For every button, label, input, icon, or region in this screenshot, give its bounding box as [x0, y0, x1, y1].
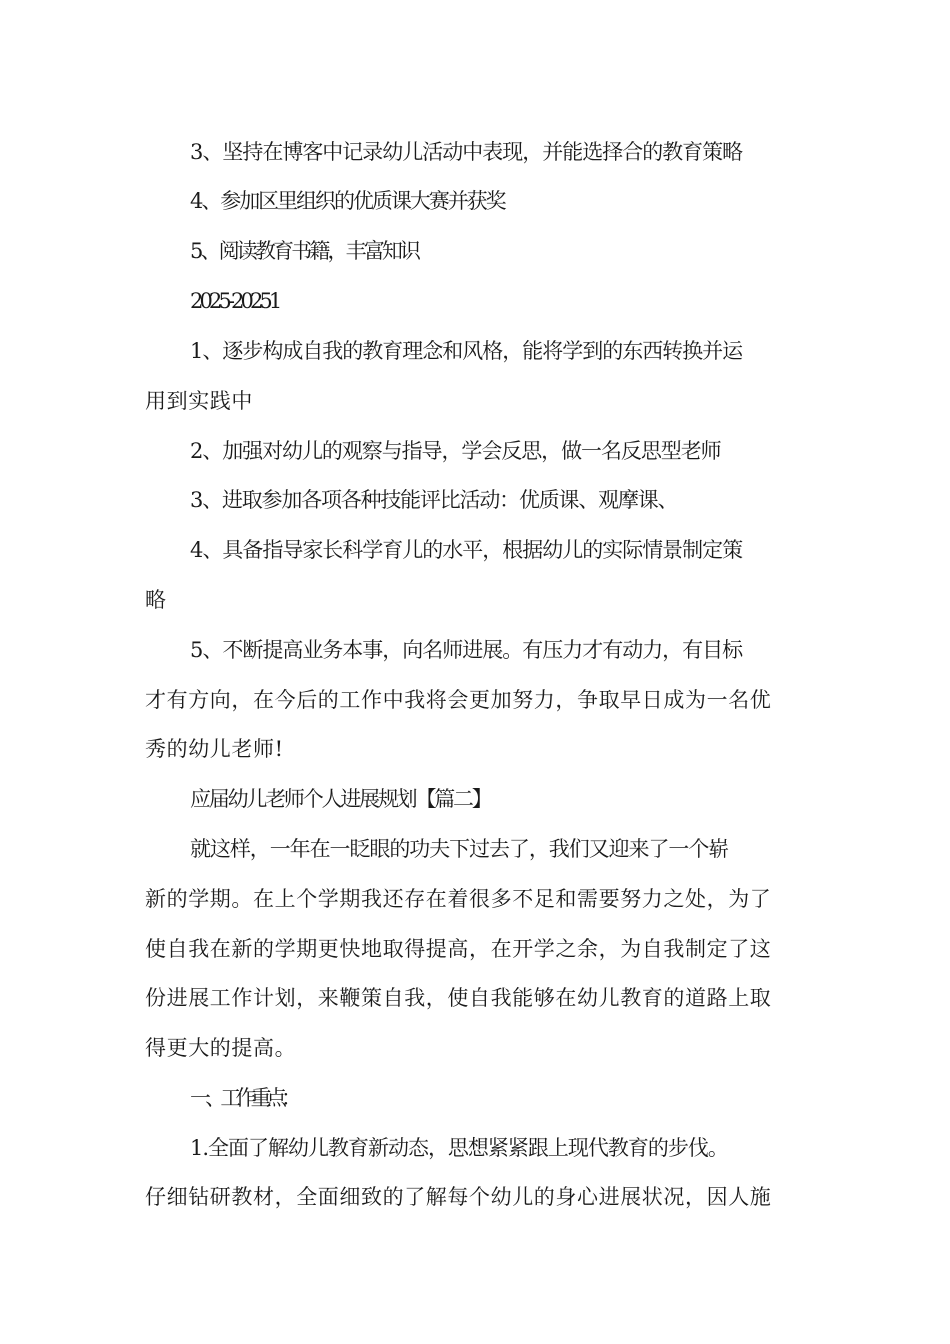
paragraph-line: 1.全面了解幼儿教育新动态，思想紧紧跟上现代教育的步伐。 [190, 1136, 728, 1160]
paragraph-line: 4、参加区里组织的优质课大赛并获奖 [190, 189, 505, 213]
paragraph-line: 就这样，一年在一眨眼的功夫下过去了，我们又迎来了一个崭 [190, 837, 729, 861]
paragraph-line: 2、加强对幼儿的观察与指导，学会反思，做一名反思型老师 [190, 439, 721, 463]
paragraph-line: 新的学期。在上个学期我还存在着很多不足和需要努力之处，为了 [145, 887, 772, 911]
paragraph-line: 5、不断提高业务本事，向名师进展。有压力才有动力，有目标 [190, 638, 743, 662]
paragraph-line: 用到实践中 [145, 389, 253, 413]
paragraph-line: 得更大的提高。 [145, 1036, 297, 1060]
paragraph-line: 仔细钻研教材，全面细致的了解每个幼儿的身心进展状况，因人施 [145, 1185, 772, 1209]
paragraph-line: 3、坚持在博客中记录幼儿活动中表现，并能选择合的教育策略 [190, 140, 743, 164]
paragraph-line: 1、逐步构成自我的教育理念和风格，能将学到的东西转换并运 [190, 339, 743, 363]
year-range-heading: 2025-20251 [190, 289, 279, 313]
paragraph-line: 份进展工作计划，来鞭策自我，使自我能够在幼儿教育的道路上取 [145, 986, 772, 1010]
paragraph-line: 5、阅读教育书籍，丰富知识 [190, 239, 419, 263]
subsection-heading: 一、工作重点： [190, 1086, 297, 1110]
paragraph-line: 略 [145, 588, 167, 612]
paragraph-line: 4、具备指导家长科学育儿的水平，根据幼儿的实际情景制定策 [190, 538, 743, 562]
paragraph-line: 才有方向，在今后的工作中我将会更加努力，争取早日成为一名优 [145, 688, 772, 712]
paragraph-line: 秀的幼儿老师! [145, 737, 284, 761]
paragraph-line: 使自我在新的学期更快地取得提高，在开学之余，为自我制定了这 [145, 937, 772, 961]
paragraph-line: 3、进取参加各项各种技能评比活动：优质课、观摩课、 [190, 488, 678, 512]
section-title: 应届幼儿老师个人进展规划【篇二】 [190, 787, 491, 811]
